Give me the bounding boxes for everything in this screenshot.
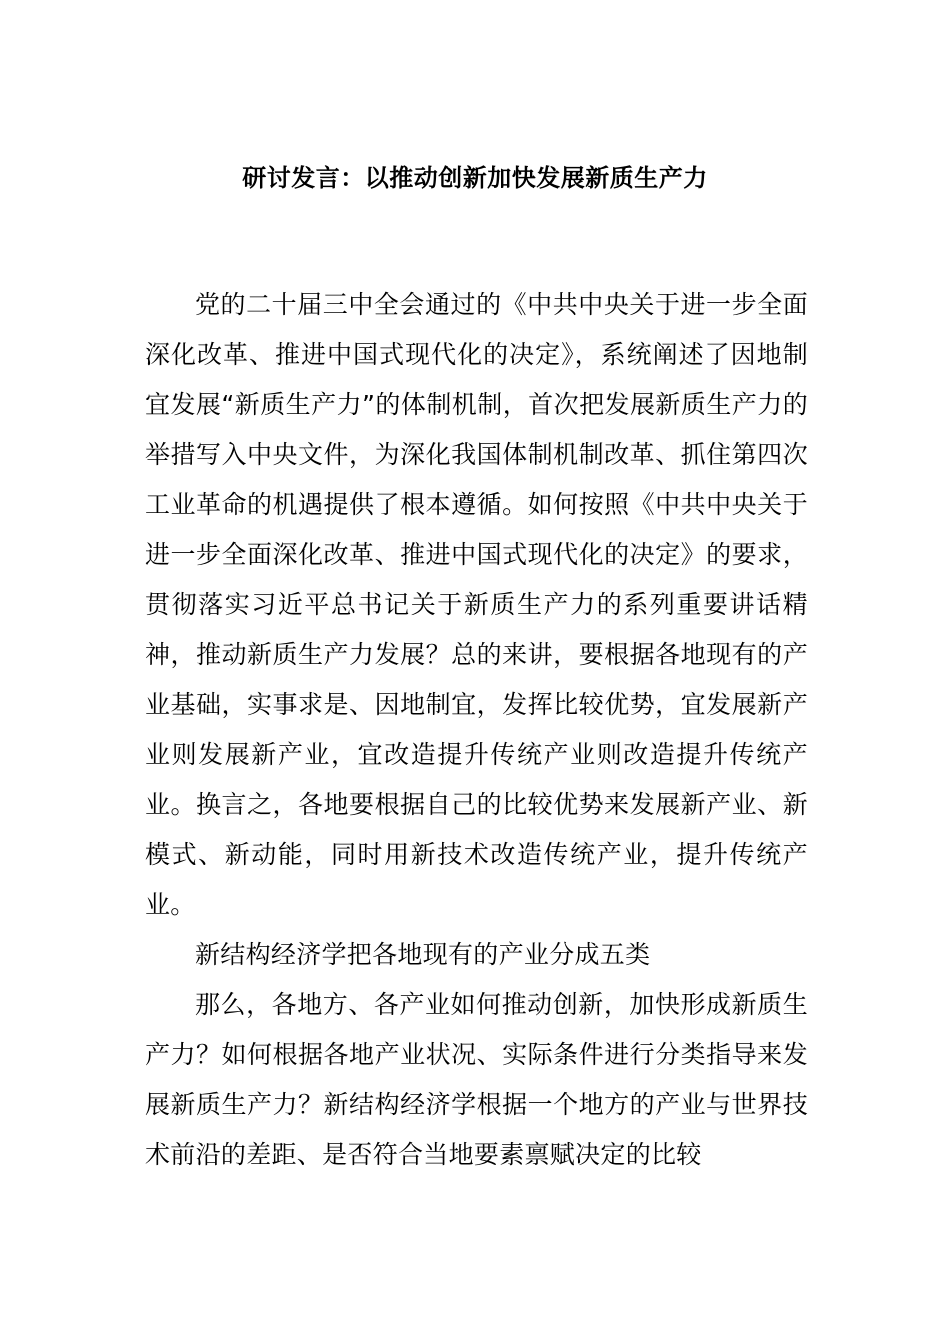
document-body xyxy=(145,280,808,1180)
paragraph-2-heading: 新结构经济学把各地现有的产业分成五类 xyxy=(195,940,651,969)
paragraph-3: 那么，各地方、各产业如何推动创新，加快形成新质生产力？如何根据各地产业状况、实际条件进行分类指导来发展新质生产力？新结构经济学根据一个地方的产业与世界技术前沿的差距、是否符合当地要素禀赋决定的比较 xyxy=(145,990,808,1169)
paragraph-1: 党的二十届三中全会通过的《中共中央关于进一步全面深化改革、推进中国式现代化的决定》，系统阐述了因地制宜发展“新质生产力”的体制机制，首次把发展新质生产力的举措写入中央文件，为深化我国体制机制改革、抓住第四次工业革命的机遇提供了根本遵循。如何按照《中共中央关于进一步全面深化改革、推进中国式现代化的决定》的要求，贯彻落实习近平总书记关于新质生产力的系列重要讲话精神，推动新质生产力发展？总的来讲，要根据各地现有的产业基础，实事求是、因地制宜，发挥比较优势，宜发展新产业则发展新产业，宜改造提升传统产业则改造提升传统产业。换言之，各地要根据自己的比较优势来发展新产业、新模式、新动能，同时用新技术改造传统产业，提升传统产业。 xyxy=(145,290,808,919)
document-title: 研讨发言：以推动创新加快发展新质生产力 xyxy=(242,164,708,192)
